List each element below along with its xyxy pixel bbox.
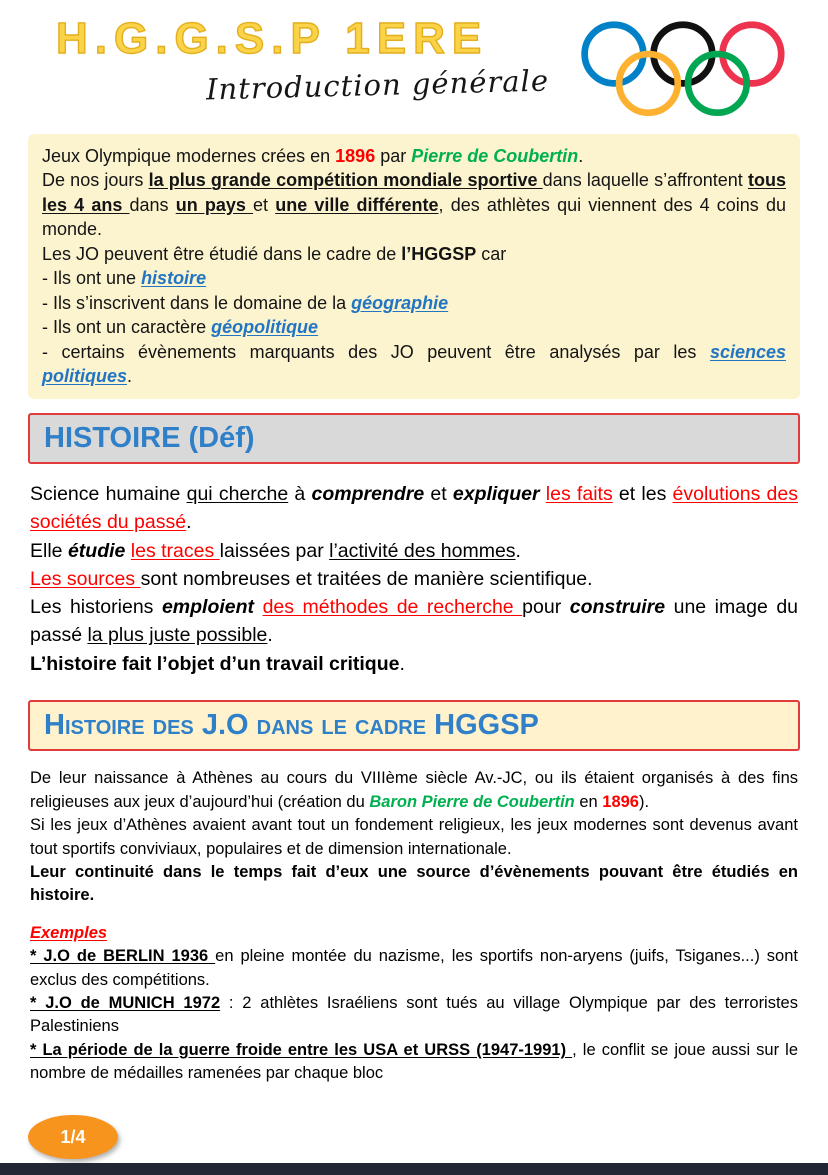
examples-title: Exemples [30, 923, 108, 942]
definition-paragraph-critique: L’histoire fait l’objet d’un travail critique. [30, 652, 405, 675]
intro-line-competition: De nos jours la plus grande compétition mondiale sportive dans laquelle s’affrontent tous les 4 ans dans un pays et une ville différente, des athlètes qui viennent des 4 coins du monde. [42, 170, 786, 240]
page-number-badge [28, 1115, 118, 1159]
page-number: 1/4 [60, 1126, 86, 1147]
histoire-definition-section [30, 480, 798, 678]
histoire-jo-section [30, 767, 798, 1085]
olympic-rings-icon [580, 20, 792, 120]
definition-paragraph-methodes: Les historiens emploient des méthodes de recherche pour construire une image du passé la plus juste possible. [30, 596, 799, 647]
title-block [56, 14, 550, 107]
definition-paragraph-traces: Elle étudie les traces laissées par l’activité des hommes. [30, 539, 521, 562]
page-bottom-edge [0, 1163, 828, 1175]
jo-paragraph-fondement: Si les jeux d’Athènes avaient avant tout un fondement religieux, les jeux modernes sont devenus avant tout sportifs conviviaux, populaires et de dimension internationale. [30, 816, 798, 858]
section-heading-histoire-def: HISTOIRE (Déf) [28, 413, 800, 464]
example-berlin-1936: * J.O de BERLIN 1936 en pleine montée du nazisme, les sportifs non-aryens (juifs, Tsiganes...) sont exclus des compétitions. [30, 947, 798, 989]
jo-paragraph-continuite: Leur continuité dans le temps fait d’eux une source d’évènements pouvant être étudiés en histoire. [30, 862, 798, 905]
intro-box [28, 134, 800, 399]
document-header [0, 0, 828, 120]
example-munich-1972: * J.O de MUNICH 1972 : 2 athlètes Israéliens sont tués au village Olympique par des terroristes Palestiniens [30, 994, 798, 1036]
intro-line-creation: Jeux Olympique modernes crées en 1896 par Pierre de Coubertin. [42, 146, 584, 166]
intro-bullet-sciences-politiques: - certains évènements marquants des JO peuvent être analysés par les sciences politiques. [42, 341, 786, 387]
document-subtitle: Introduction générale [205, 63, 550, 107]
intro-line-hggsp: Les JO peuvent être étudié dans le cadre de l’HGGSP car [42, 243, 507, 264]
definition-paragraph-sources: Les sources sont nombreuses et traitées de manière scientifique. [30, 567, 593, 590]
document-title: H.G.G.S.P 1ERE [56, 14, 489, 63]
intro-bullet-geopolitique: - Ils ont un caractère géopolitique [42, 317, 319, 338]
section-heading-histoire-jo: Histoire des J.O dans le cadre HGGSP [28, 700, 800, 751]
intro-bullet-geographie: - Ils s’inscrivent dans le domaine de la géographie [42, 292, 449, 313]
example-guerre-froide: * La période de la guerre froide entre les USA et URSS (1947-1991) , le conflit se joue aussi sur le nombre de médailles ramenées par chaque bloc [30, 1040, 798, 1083]
jo-paragraph-naissance: De leur naissance à Athènes au cours du VIIIème siècle Av.-JC, ou ils étaient organisés à des fins religieuses aux jeux d’aujourd’hui (création du Baron Pierre de Coubertin en 1896). [30, 769, 798, 811]
intro-bullet-histoire: - Ils ont une histoire [42, 268, 207, 289]
definition-paragraph-science: Science humaine qui cherche à comprendre et expliquer les faits et les évolutions des sociétés du passé. [30, 483, 798, 534]
